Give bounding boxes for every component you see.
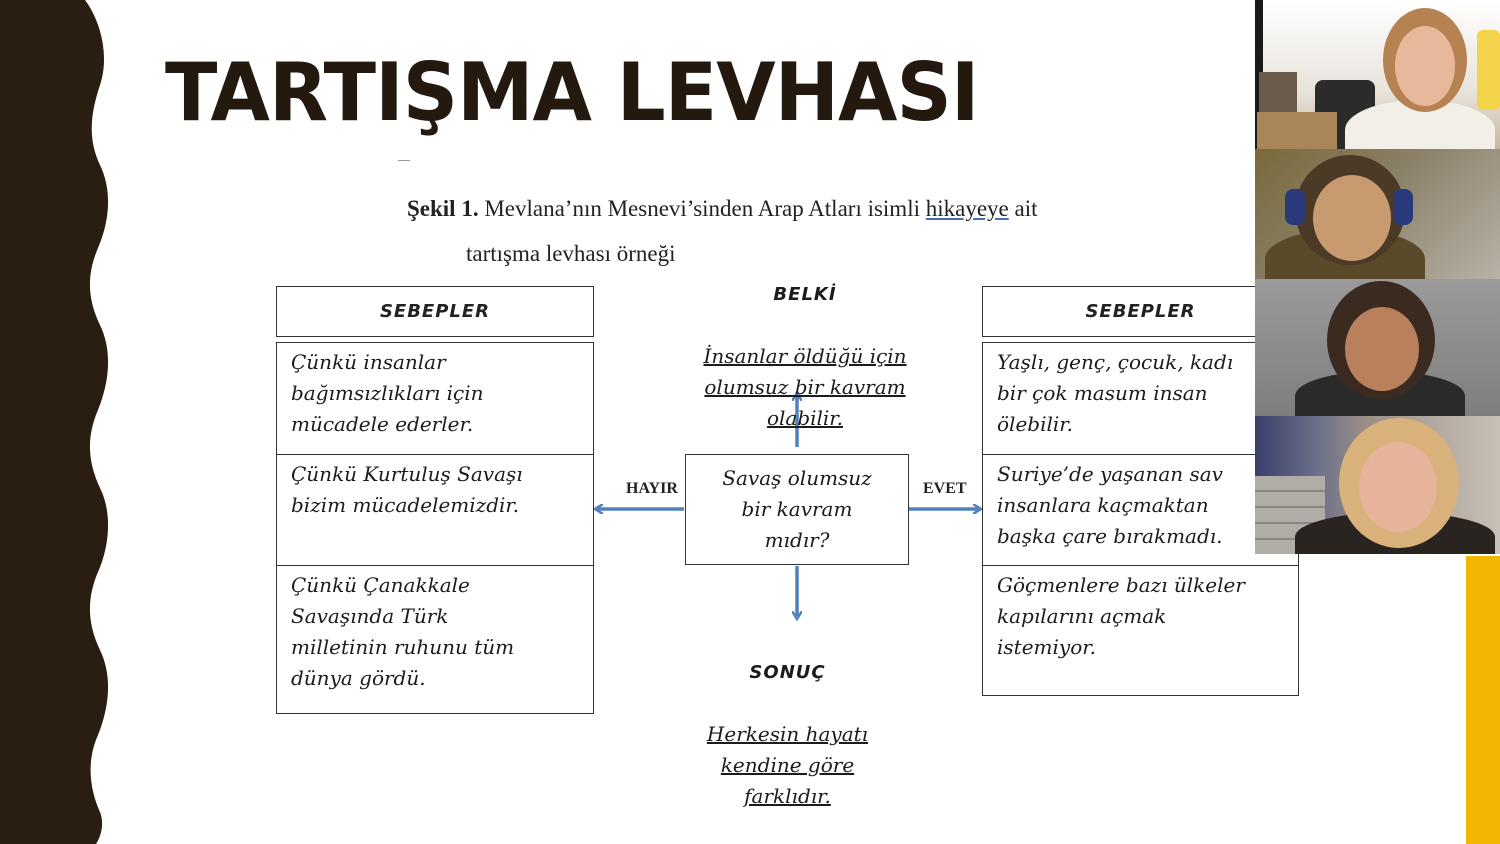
accent-bar: [1466, 556, 1500, 844]
video-tile-participant-4[interactable]: [1255, 416, 1500, 554]
caption-figure-number: Şekil 1.: [407, 196, 479, 221]
maybe-heading: BELKİ: [773, 284, 837, 305]
video-tile-participant-1[interactable]: [1255, 0, 1500, 149]
right-reason-text: Göçmenlere bazı ülkeler kapılarını açmak istemiyor.: [997, 573, 1245, 659]
arrow-label-no: HAYIR: [626, 480, 678, 497]
left-reason-text: Çünkü insanlar bağımsızlıkları için mücadele ederler.: [291, 350, 484, 436]
headset-icon: [1393, 189, 1413, 225]
slide-title: TARTIŞMA LEVHASI: [165, 46, 979, 139]
maybe-text: İnsanlar öldüğü için olumsuz bir kavram olabilir.: [703, 344, 907, 430]
headset-icon: [1285, 189, 1305, 225]
participant-face: [1395, 26, 1455, 106]
left-reason-text: Çünkü Çanakkale Savaşında Türk milletinin ruhunu tüm dünya gördü.: [291, 573, 515, 690]
video-tile-participant-2[interactable]: [1255, 149, 1500, 279]
participant-face: [1359, 442, 1437, 532]
conclusion-heading: SONUÇ: [749, 662, 826, 683]
caption-underlined-word: hikayeye: [925, 196, 1009, 221]
left-reason-box: [276, 565, 594, 714]
participant-face: [1313, 175, 1391, 261]
left-reasons-header: SEBEPLER: [276, 286, 594, 337]
left-reason-box: [276, 454, 594, 566]
desk: [1257, 112, 1337, 149]
conclusion-section: [650, 626, 925, 812]
right-reason-box: [982, 454, 1299, 566]
caption-text: Mevlana’nın Mesnevi’sinden Arap Atları isimli: [478, 196, 926, 221]
left-reason-text: Çünkü Kurtuluş Savaşı bizim mücadelemizdir.: [291, 462, 523, 517]
maybe-section: [660, 248, 950, 434]
left-reason-box: [276, 342, 594, 455]
right-reason-text: Yaşlı, genç, çocuk, kadı bir çok masum insan ölebilir.: [997, 350, 1234, 436]
participant-face: [1345, 307, 1419, 391]
central-question-box: [685, 454, 909, 565]
right-reason-text: Suriye’de yaşanan sav insanlara kaçmaktan başka çare bırakmadı.: [997, 462, 1223, 548]
conclusion-text: Herkesin hayatı kendine göre farklıdır.: [706, 722, 869, 808]
flag-emblem: [1477, 30, 1500, 110]
central-question: Savaş olumsuz bir kavram mıdır?: [722, 466, 872, 552]
caption-text-end: ait: [1008, 196, 1038, 221]
arrow-label-yes: EVET: [923, 480, 967, 497]
figure-caption-line2: tartışma levhası örneği: [466, 241, 676, 266]
right-reason-box: [982, 565, 1299, 696]
right-reasons-header: SEBEPLER: [982, 286, 1299, 337]
video-tile-participant-3[interactable]: [1255, 279, 1500, 416]
right-reason-box: [982, 342, 1299, 455]
